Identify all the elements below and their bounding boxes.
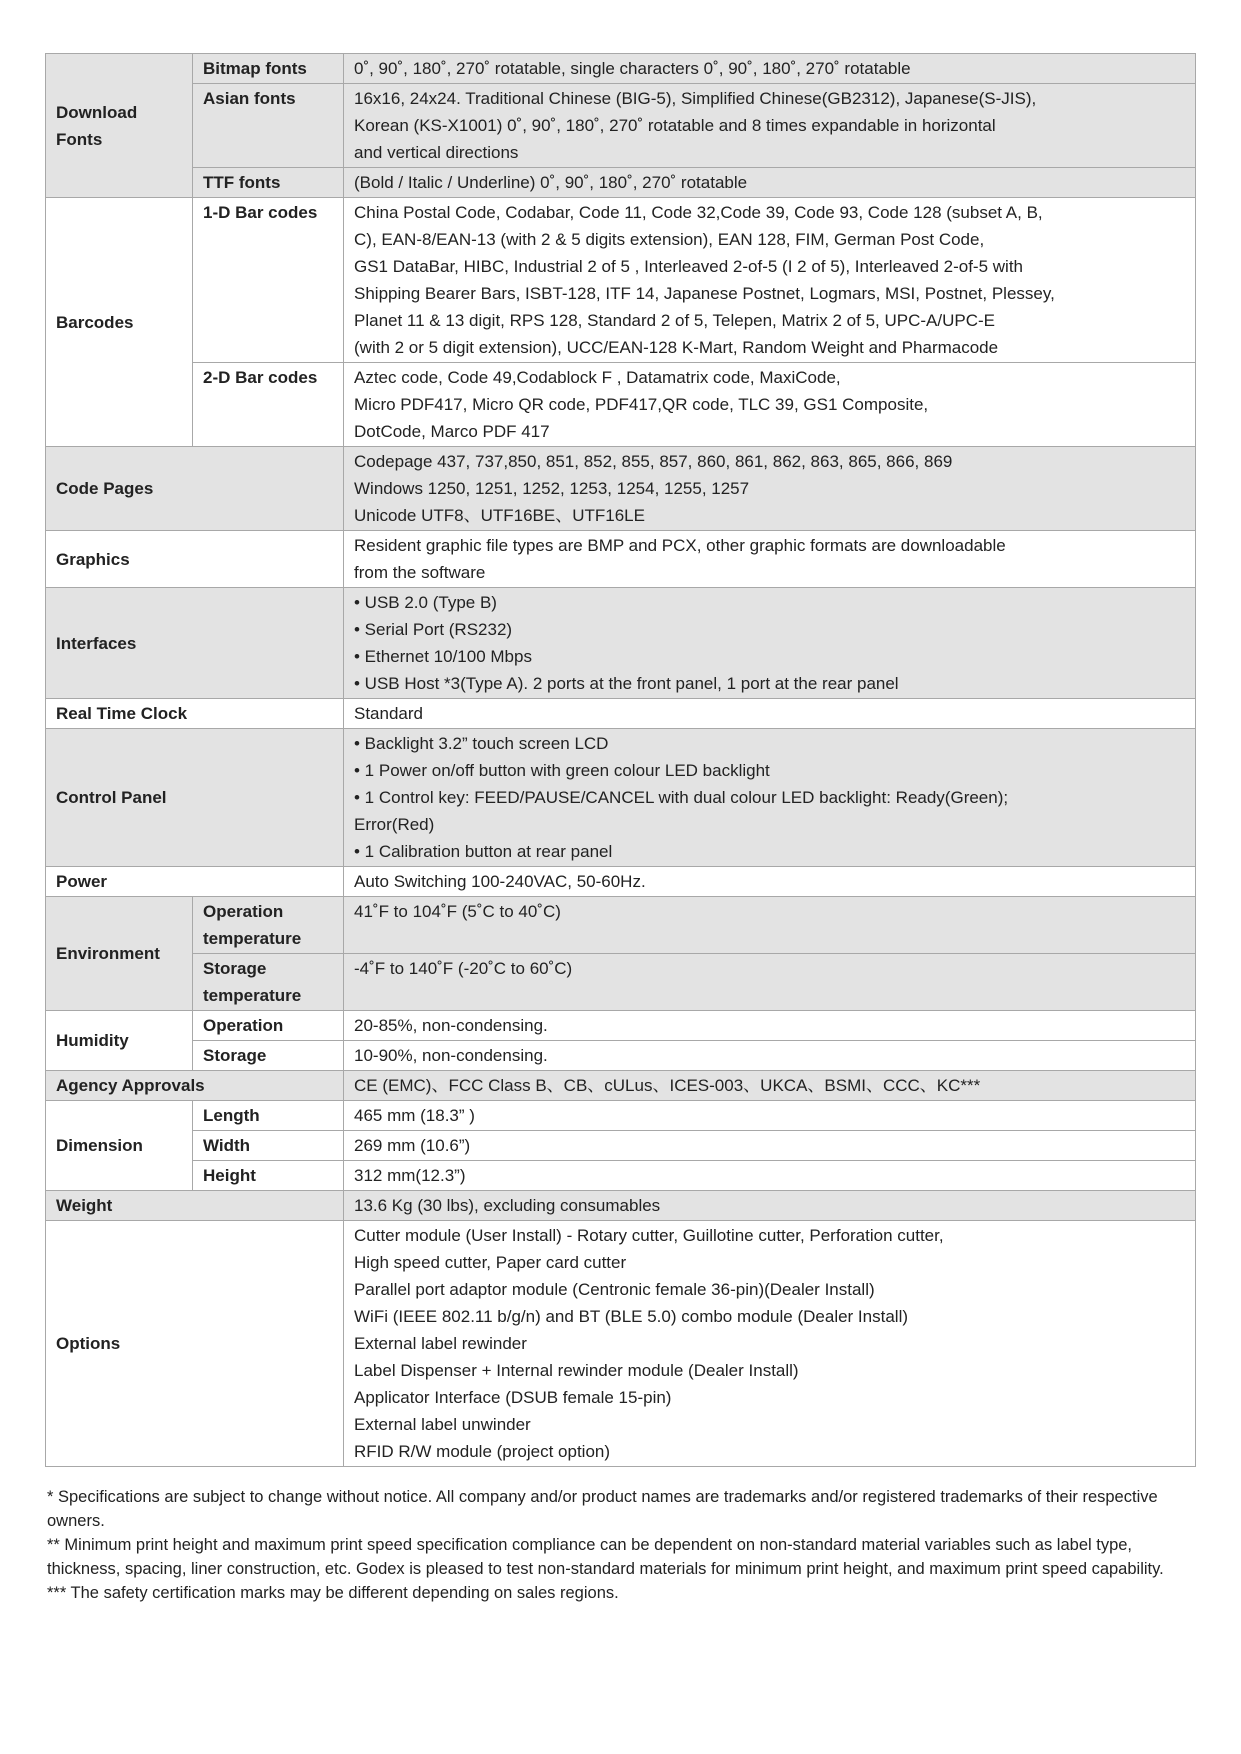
text-line: Length (203, 1106, 260, 1125)
spec-table (45, 53, 1196, 1467)
text-line: Height (203, 1166, 256, 1185)
text-line: • 1 Calibration button at rear panel (354, 842, 613, 861)
sub-label (193, 1161, 344, 1191)
text-line: (with 2 or 5 digit extension), UCC/EAN-128 K-Mart, Random Weight and Pharmacode (354, 338, 999, 357)
text-line: Planet 11 & 13 digit, RPS 128, Standard 2 of 5, Telepen, Matrix 2 of 5, UPC-A/UPC-E (354, 311, 995, 330)
spec-value (344, 897, 1196, 954)
spec-row (46, 447, 1196, 531)
text-line: Codepage 437, 737,850, 851, 852, 855, 857, 860, 861, 862, 863, 865, 866, 869 (354, 452, 953, 471)
text-line: • Ethernet 10/100 Mbps (354, 647, 532, 666)
text-line: and vertical directions (354, 143, 519, 162)
text-line: Shipping Bearer Bars, ISBT-128, ITF 14, Japanese Postnet, Logmars, MSI, Postnet, Plessey, (354, 284, 1055, 303)
text-line: Asian fonts (203, 89, 296, 108)
text-line: Standard (354, 704, 423, 723)
section-label (46, 729, 344, 867)
footnotes (47, 1485, 1177, 1605)
text-line: Parallel port adaptor module (Centronic female 36-pin)(Dealer Install) (354, 1280, 875, 1299)
text-line: 2-D Bar codes (203, 368, 318, 387)
footnote: ** Minimum print height and maximum print speed specification compliance can be dependent on non-standard material variables such as label type, thickness, spacing, liner construction, etc. Godex is pleased to test non-standard materials for minimum print height, and maximum print speed capability. (47, 1536, 1164, 1578)
spec-row (46, 1071, 1196, 1101)
text-line: • Serial Port (RS232) (354, 620, 513, 639)
spec-value (344, 1131, 1196, 1161)
text-line: GS1 DataBar, HIBC, Industrial 2 of 5 , Interleaved 2-of-5 (I 2 of 5), Interleaved 2-of-5 with (354, 257, 1023, 276)
text-line: Windows 1250, 1251, 1252, 1253, 1254, 1255, 1257 (354, 479, 750, 498)
spec-value (344, 54, 1196, 84)
text-line: 312 mm(12.3”) (354, 1166, 466, 1185)
text-line: Applicator Interface (DSUB female 15-pin) (354, 1388, 672, 1407)
section-label (46, 867, 344, 897)
text-line: temperature (203, 986, 302, 1005)
text-line: 465 mm (18.3” ) (354, 1106, 475, 1125)
section-label (46, 1191, 344, 1221)
text-line: Fonts (56, 129, 103, 149)
text-line: Download (56, 102, 138, 122)
text-line: • 1 Power on/off button with green colour LED backlight (354, 761, 770, 780)
text-line: Control Panel (56, 788, 167, 807)
text-line: Graphics (56, 549, 130, 569)
text-line: Humidity (56, 1031, 129, 1050)
spec-value (344, 1101, 1196, 1131)
spec-row (46, 54, 1196, 84)
text-line: External label unwinder (354, 1415, 531, 1434)
sub-label (193, 897, 344, 954)
text-line: Dimension (56, 1136, 143, 1155)
spec-value (344, 84, 1196, 168)
spec-row (46, 897, 1196, 954)
text-line: Storage (203, 959, 267, 978)
text-line: Operation (203, 1016, 284, 1035)
text-line: Resident graphic file types are BMP and PCX, other graphic formats are downloadable (354, 536, 1006, 555)
spec-value (344, 1071, 1196, 1101)
spec-row (46, 588, 1196, 699)
spec-value (344, 198, 1196, 363)
spec-value (344, 1221, 1196, 1467)
text-line: Agency Approvals (56, 1076, 205, 1095)
text-line: -4˚F to 140˚F (-20˚C to 60˚C) (354, 959, 573, 978)
section-label (46, 1011, 193, 1071)
section-label (46, 1221, 344, 1467)
section-label (46, 1071, 344, 1101)
footnote: * Specifications are subject to change without notice. All company and/or product names are trademarks and/or registered trademarks of their respective owners. (47, 1488, 1158, 1530)
text-line: External label rewinder (354, 1334, 527, 1353)
spec-row (46, 168, 1196, 198)
spec-value (344, 447, 1196, 531)
text-line: 269 mm (10.6”) (354, 1136, 471, 1155)
spec-value (344, 363, 1196, 447)
text-line: 16x16, 24x24. Traditional Chinese (BIG-5), Simplified Chinese(GB2312), Japanese(S-JIS), (354, 89, 1037, 108)
text-line: • Backlight 3.2” touch screen LCD (354, 734, 609, 753)
text-line: Korean (KS-X1001) 0˚, 90˚, 180˚, 270˚ rotatable and 8 times expandable in horizontal (354, 116, 996, 135)
spec-row (46, 729, 1196, 867)
text-line: Storage (203, 1046, 267, 1065)
spec-row (46, 1101, 1196, 1131)
spec-row (46, 1011, 1196, 1041)
spec-row (46, 1161, 1196, 1191)
text-line: Label Dispenser + Internal rewinder module (Dealer Install) (354, 1361, 799, 1380)
spec-row (46, 1041, 1196, 1071)
text-line: Barcodes (56, 312, 134, 332)
sub-label (193, 1101, 344, 1131)
spec-row (46, 1131, 1196, 1161)
text-line: China Postal Code, Codabar, Code 11, Code 32,Code 39, Code 93, Code 128 (subset A, B, (354, 203, 1043, 222)
spec-value (344, 588, 1196, 699)
sub-label (193, 168, 344, 198)
text-line: Error(Red) (354, 815, 435, 834)
spec-value (344, 699, 1196, 729)
text-line: C), EAN-8/EAN-13 (with 2 & 5 digits extension), EAN 128, FIM, German Post Code, (354, 230, 985, 249)
text-line: 13.6 Kg (30 lbs), excluding consumables (354, 1196, 661, 1215)
text-line: CE (EMC)、FCC Class B、CB、cULus、ICES-003、UKCA、BSMI、CCC、KC*** (354, 1076, 981, 1095)
text-line: Bitmap fonts (203, 59, 307, 78)
section-label (46, 54, 193, 198)
text-line: • 1 Control key: FEED/PAUSE/CANCEL with dual colour LED backlight: Ready(Green); (354, 788, 1009, 807)
text-line: Weight (56, 1196, 113, 1215)
spec-value (344, 1161, 1196, 1191)
sub-label (193, 363, 344, 447)
text-line: WiFi (IEEE 802.11 b/g/n) and BT (BLE 5.0) combo module (Dealer Install) (354, 1307, 909, 1326)
section-label (46, 897, 193, 1011)
text-line: 20-85%, non-condensing. (354, 1016, 548, 1035)
text-line: • USB Host *3(Type A). 2 ports at the front panel, 1 port at the rear panel (354, 674, 899, 693)
section-label (46, 531, 344, 588)
text-line: Unicode UTF8、UTF16BE、UTF16LE (354, 506, 645, 525)
section-label (46, 1101, 193, 1191)
spec-value (344, 1011, 1196, 1041)
text-line: Real Time Clock (56, 704, 188, 723)
spec-value (344, 531, 1196, 588)
text-line: Auto Switching 100-240VAC, 50-60Hz. (354, 872, 646, 891)
section-label (46, 198, 193, 447)
text-line: Cutter module (User Install) - Rotary cutter, Guillotine cutter, Perforation cutter, (354, 1226, 944, 1245)
text-line: Width (203, 1136, 251, 1155)
sub-label (193, 198, 344, 363)
text-line: Code Pages (56, 479, 154, 498)
text-line: Aztec code, Code 49,Codablock F , Datamatrix code, MaxiCode, (354, 368, 841, 387)
text-line: High speed cutter, Paper card cutter (354, 1253, 627, 1272)
spec-row (46, 954, 1196, 1011)
text-line: TTF fonts (203, 173, 281, 192)
text-line: Micro PDF417, Micro QR code, PDF417,QR code, TLC 39, GS1 Composite, (354, 395, 929, 414)
spec-row (46, 363, 1196, 447)
text-line: Operation (203, 902, 284, 921)
spec-row (46, 1191, 1196, 1221)
spec-row (46, 1221, 1196, 1467)
text-line: temperature (203, 929, 302, 948)
text-line: Options (56, 1334, 121, 1353)
spec-row (46, 84, 1196, 168)
text-line: • USB 2.0 (Type B) (354, 593, 497, 612)
text-line: Interfaces (56, 633, 137, 653)
text-line: Environment (56, 944, 160, 963)
section-label (46, 447, 344, 531)
sub-label (193, 54, 344, 84)
spec-value (344, 729, 1196, 867)
text-line: 1-D Bar codes (203, 203, 318, 222)
sub-label (193, 84, 344, 168)
spec-row (46, 699, 1196, 729)
text-line: 41˚F to 104˚F (5˚C to 40˚C) (354, 902, 561, 921)
text-line: 10-90%, non-condensing. (354, 1046, 548, 1065)
sub-label (193, 954, 344, 1011)
section-label (46, 699, 344, 729)
spec-value (344, 1191, 1196, 1221)
text-line: from the software (354, 563, 486, 582)
spec-value (344, 1041, 1196, 1071)
spec-value (344, 954, 1196, 1011)
spec-value (344, 168, 1196, 198)
section-label (46, 588, 344, 699)
sub-label (193, 1041, 344, 1071)
text-line: DotCode, Marco PDF 417 (354, 422, 550, 441)
text-line: (Bold / Italic / Underline) 0˚, 90˚, 180˚, 270˚ rotatable (354, 173, 748, 192)
spec-value (344, 867, 1196, 897)
text-line: 0˚, 90˚, 180˚, 270˚ rotatable, single characters 0˚, 90˚, 180˚, 270˚ rotatable (354, 59, 911, 78)
text-line: Power (56, 872, 108, 891)
footnote: *** The safety certification marks may be different depending on sales regions. (47, 1584, 619, 1602)
spec-row (46, 867, 1196, 897)
spec-row (46, 198, 1196, 363)
text-line: RFID R/W module (project option) (354, 1442, 611, 1461)
spec-row (46, 531, 1196, 588)
sub-label (193, 1011, 344, 1041)
sub-label (193, 1131, 344, 1161)
